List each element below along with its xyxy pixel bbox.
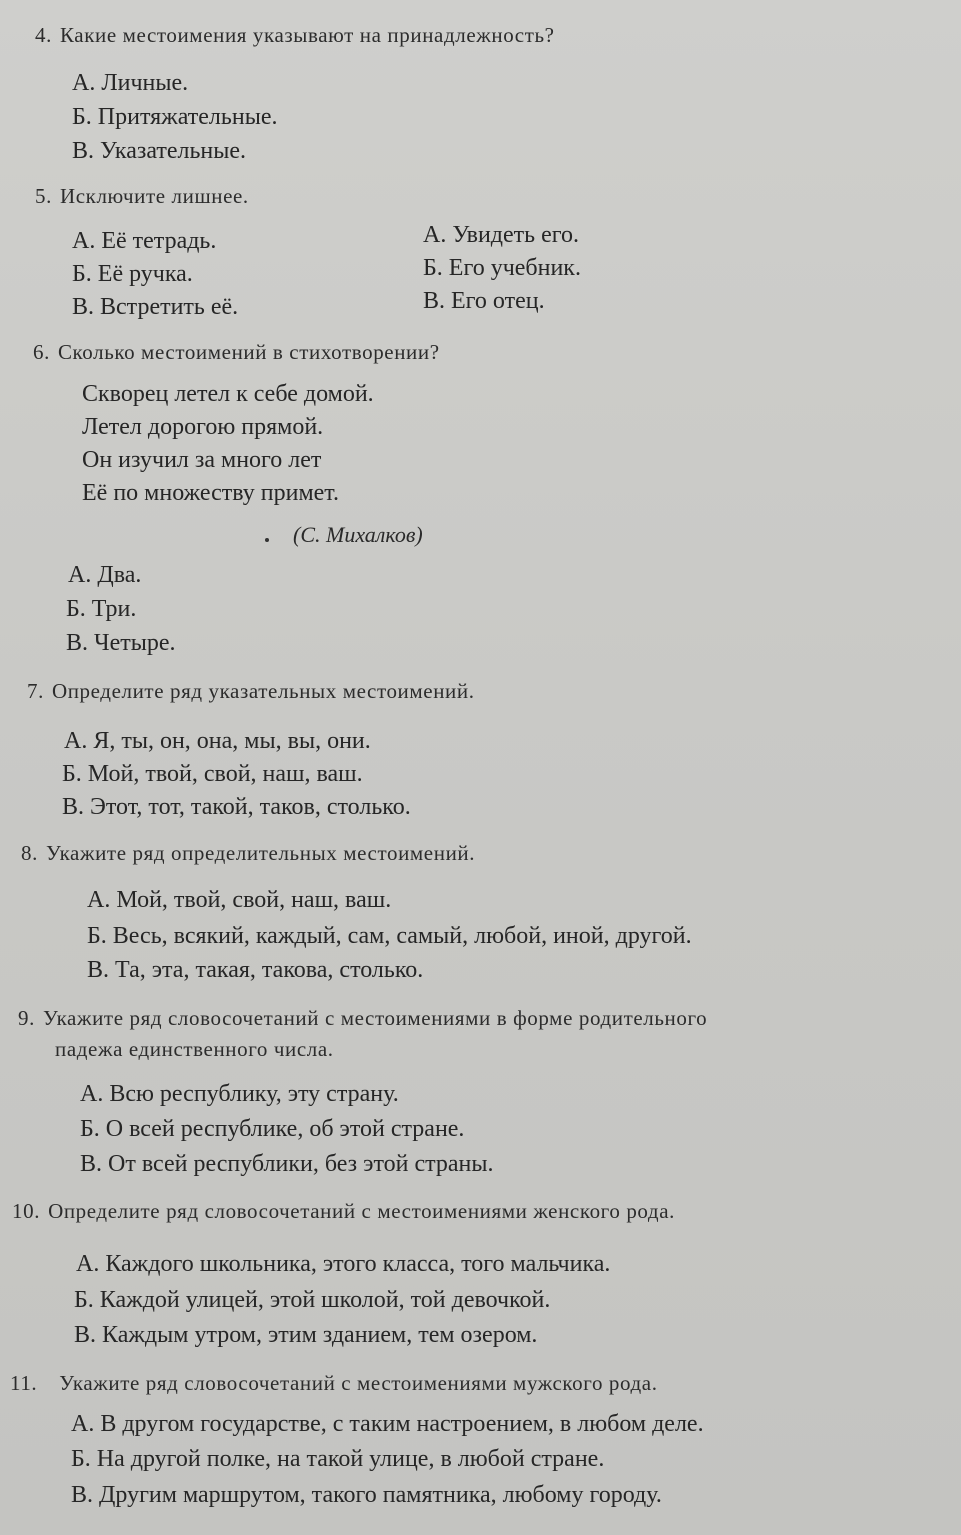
question-number: 7. bbox=[27, 679, 44, 703]
question-6 bbox=[33, 339, 440, 365]
question-8 bbox=[21, 840, 475, 866]
option-a: А. Каждого школьника, этого класса, того мальчика. bbox=[76, 1251, 611, 1277]
question-number: 8. bbox=[21, 841, 38, 865]
option-c: В. Указательные. bbox=[72, 138, 247, 164]
question-text: Исключите лишнее. bbox=[59, 184, 249, 208]
question-text: Сколько местоимений в стихотворении? bbox=[57, 340, 440, 364]
option-c-left: В. Встретить её. bbox=[72, 294, 239, 320]
question-9-line-2: падежа единственного числа. bbox=[55, 1037, 334, 1061]
question-4 bbox=[35, 22, 555, 48]
option-c-right: В. Его отец. bbox=[423, 288, 545, 314]
question-text: Определите ряд указательных местоимений. bbox=[51, 679, 475, 703]
question-number: 4. bbox=[35, 23, 52, 47]
option-a: А. Личные. bbox=[72, 70, 189, 96]
option-a: А. Я, ты, он, она, мы, вы, они. bbox=[64, 728, 371, 754]
question-11 bbox=[10, 1370, 658, 1396]
option-a: А. Мой, твой, свой, наш, ваш. bbox=[87, 887, 392, 913]
option-a: А. В другом государстве, с таким настроением, в любом деле. bbox=[71, 1411, 704, 1437]
question-text: Какие местоимения указывают на принадлежность? bbox=[59, 23, 555, 47]
poem-line-2: Летел дорогою прямой. bbox=[82, 414, 324, 440]
poem-line-3: Он изучил за много лет bbox=[82, 447, 322, 473]
option-c: В. Каждым утром, этим зданием, тем озером. bbox=[74, 1322, 538, 1348]
question-text: Укажите ряд словосочетаний с местоимениями мужского рода. bbox=[59, 1371, 658, 1395]
question-text: Укажите ряд определительных местоимений. bbox=[45, 841, 476, 865]
question-number: 9. bbox=[18, 1006, 35, 1030]
question-5 bbox=[35, 183, 249, 209]
option-b: Б. Притяжательные. bbox=[72, 104, 278, 130]
question-text: Определите ряд словосочетаний с местоимениями женского рода. bbox=[48, 1199, 675, 1223]
option-c: В. Другим маршрутом, такого памятника, любому городу. bbox=[71, 1482, 662, 1508]
option-b: Б. Весь, всякий, каждый, сам, самый, любой, иной, другой. bbox=[87, 923, 692, 949]
question-text: Укажите ряд словосочетаний с местоимениями в форме родительного bbox=[42, 1006, 708, 1030]
option-a: А. Два. bbox=[68, 562, 142, 588]
option-b: Б. Мой, твой, свой, наш, ваш. bbox=[62, 761, 363, 787]
option-b-left: Б. Её ручка. bbox=[72, 261, 193, 287]
poem-line-1: Скворец летел к себе домой. bbox=[82, 381, 374, 407]
option-b: Б. Каждой улицей, этой школой, той девочкой. bbox=[74, 1287, 551, 1313]
option-a-left: А. Её тетрадь. bbox=[72, 228, 217, 254]
question-9 bbox=[18, 1005, 707, 1031]
question-number: 10. bbox=[12, 1199, 41, 1223]
option-a-right: А. Увидеть его. bbox=[423, 222, 579, 248]
option-a: А. Всю республику, эту страну. bbox=[80, 1081, 399, 1107]
question-7 bbox=[27, 678, 475, 704]
question-number: 5. bbox=[35, 184, 52, 208]
bullet-dot bbox=[265, 538, 269, 542]
question-number: 6. bbox=[33, 340, 50, 364]
option-c: В. Та, эта, такая, такова, столько. bbox=[87, 957, 424, 983]
option-c: В. Четыре. bbox=[66, 630, 176, 656]
poem-line-4: Её по множеству примет. bbox=[82, 480, 339, 506]
option-b-right: Б. Его учебник. bbox=[423, 255, 581, 281]
option-b: Б. На другой полке, на такой улице, в любой стране. bbox=[71, 1446, 605, 1472]
poem-author: (С. Михалков) bbox=[293, 522, 423, 547]
option-c: В. От всей республики, без этой страны. bbox=[80, 1151, 494, 1177]
question-number: 11. bbox=[10, 1371, 38, 1395]
option-b: Б. Три. bbox=[66, 596, 137, 622]
question-10 bbox=[12, 1198, 675, 1224]
option-b: Б. О всей республике, об этой стране. bbox=[80, 1116, 465, 1142]
option-c: В. Этот, тот, такой, таков, столько. bbox=[62, 794, 411, 820]
